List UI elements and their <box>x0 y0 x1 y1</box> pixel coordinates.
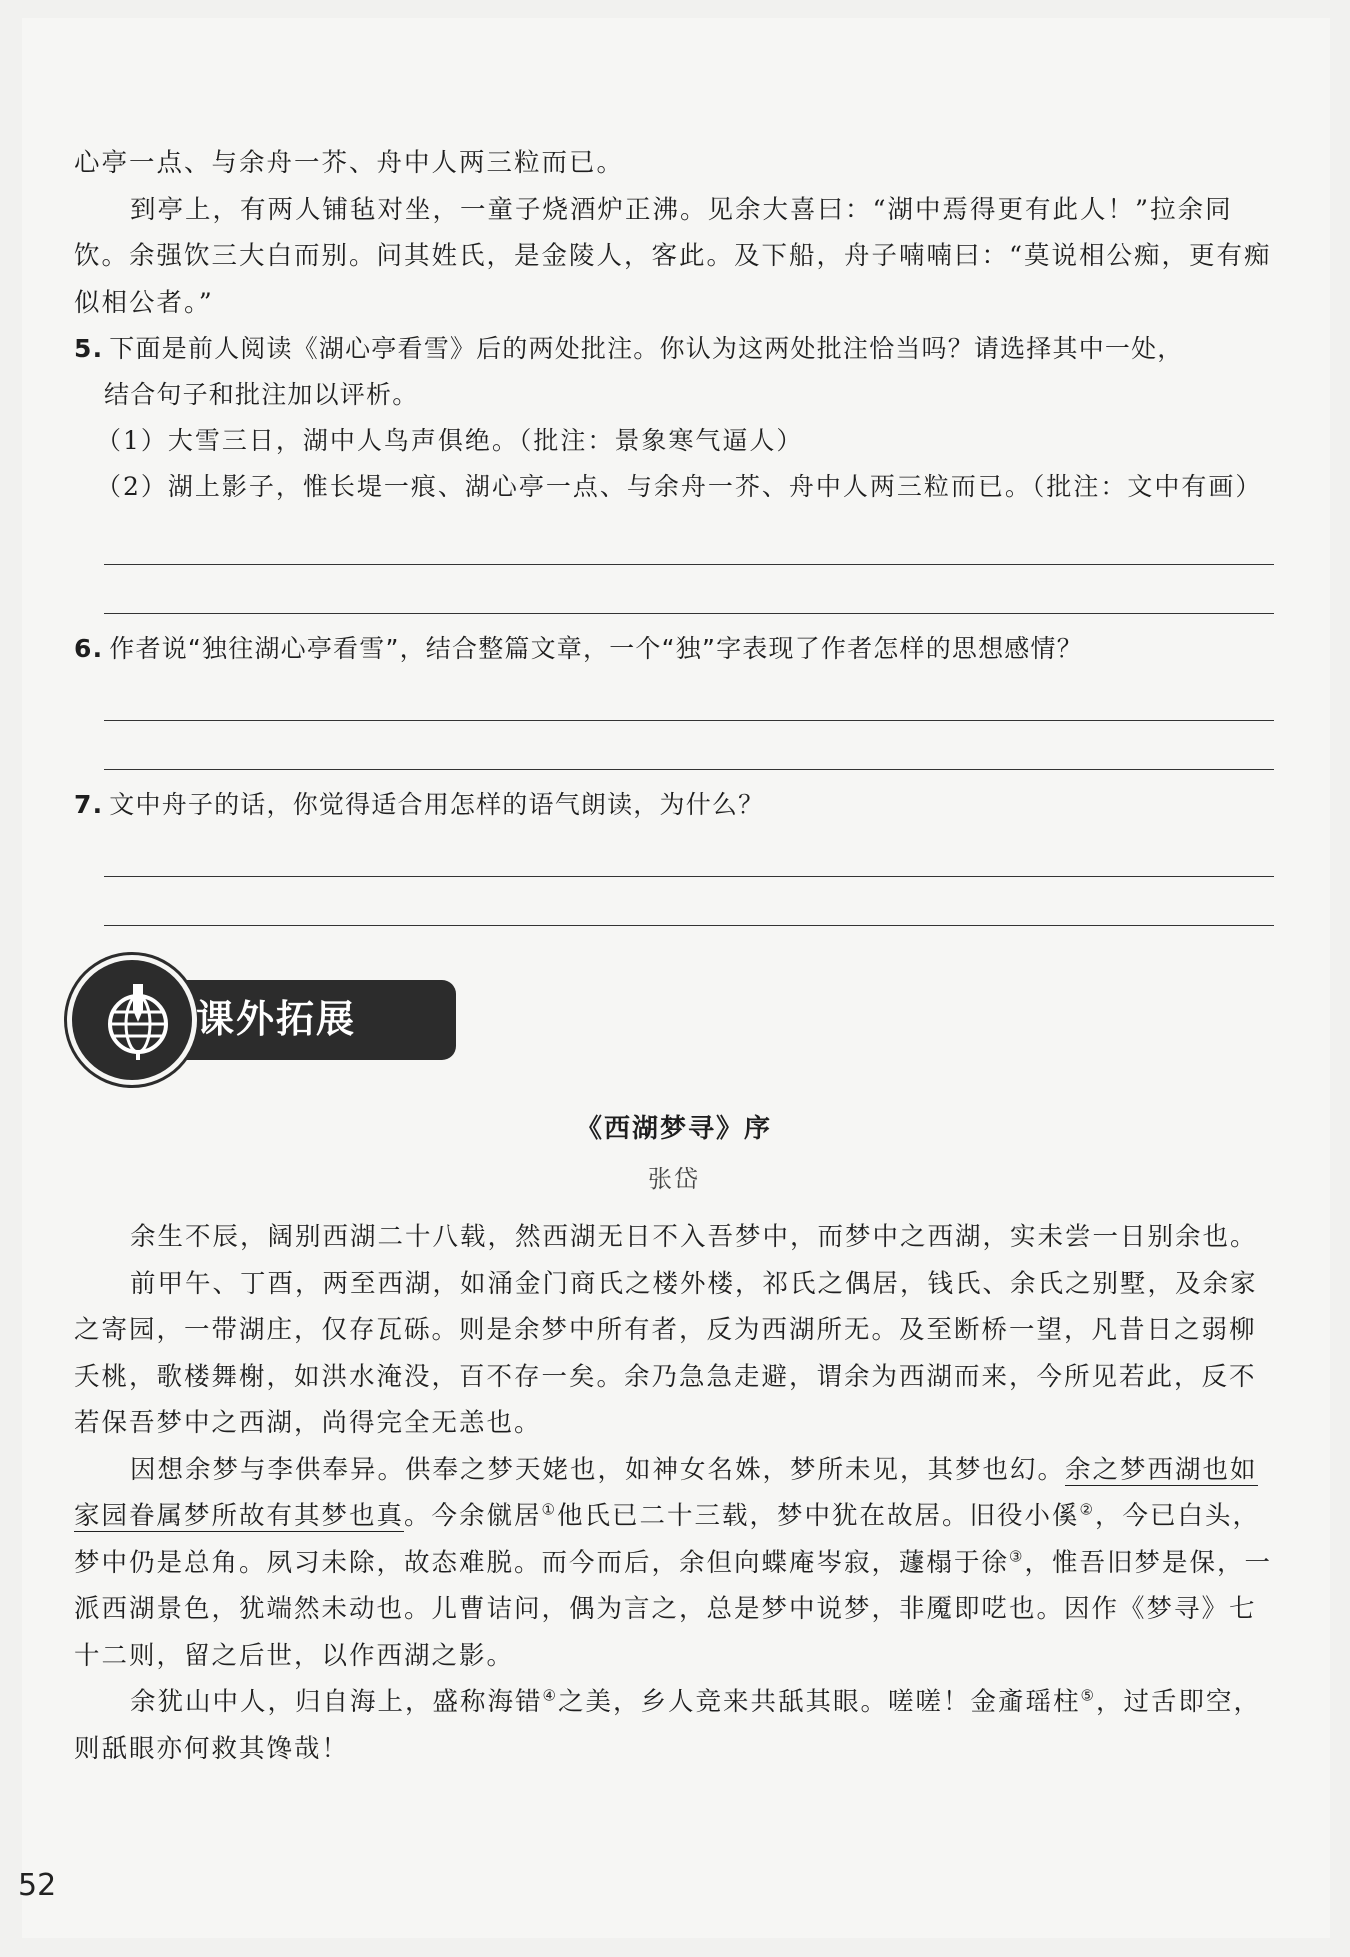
essay-text: 因想余梦与李供奉异。供奉之梦天姥也，如神女名姝，梦所未见，其梦也幻。 <box>130 1454 1066 1485</box>
footnote-marker: ④ <box>542 1686 558 1705</box>
question-6 <box>74 626 1274 672</box>
question-5-option-2: （2）湖上影子，惟长堤一痕、湖心亭一点、与余舟一芥、舟中人两三粒而已。（批注：文中有画） <box>96 472 1263 501</box>
section-badge <box>74 960 1274 1090</box>
section-badge-label: 课外拓展 <box>196 997 357 1041</box>
passage-paragraph: 到亭上，有两人铺毡对坐，一童子烧酒炉正沸。见余大喜曰：“湖中焉得更有此人！”拉余同饮。余强饮三大白而别。问其姓氏，是金陵人，客此。及下船，舟子喃喃曰：“莫说相公痴，更有痴似相公者。” <box>74 194 1272 318</box>
essay-author: 张岱 <box>648 1165 700 1193</box>
question-number: 6. <box>74 634 104 663</box>
footnote-marker: ② <box>1079 1500 1095 1519</box>
page-number: 52 <box>18 1868 57 1903</box>
globe-pen-icon <box>96 978 180 1062</box>
answer-line[interactable] <box>104 877 1274 926</box>
essay-text: 之美，乡人竞来共舐其眼。嗟嗟！金齑瑶柱 <box>557 1687 1081 1717</box>
question-text: 下面是前人阅读《湖心亭看雪》后的两处批注。你认为这两处批注恰当吗？请选择其中一处， <box>109 334 1184 363</box>
question-number: 7. <box>74 790 104 819</box>
passage-line: 心亭一点、与余舟一芥、舟中人两三粒而已。 <box>74 148 625 178</box>
essay-text: ，过舌即空，则舐眼亦何救其馋哉！ <box>74 1687 1261 1764</box>
answer-line[interactable] <box>104 721 1274 770</box>
question-5-continued: 结合句子和批注加以评析。 <box>104 380 419 409</box>
question-text: 作者说“独往湖心亭看雪”，结合整篇文章，一个“独”字表现了作者怎样的思想感情？ <box>109 634 1083 663</box>
essay-text: 余犹山中人，归自海上，盛称海错 <box>130 1687 543 1717</box>
essay-paragraph-1: 余生不辰，阔别西湖二十八载，然西湖无日不入吾梦中，而梦中之西湖，实未尝一日别余也。 <box>130 1222 1258 1252</box>
answer-line[interactable] <box>104 828 1274 877</box>
essay-title: 《西湖梦寻》序 <box>575 1114 772 1144</box>
question-7 <box>74 782 1274 828</box>
essay-paragraph-2: 前甲午、丁酉，两至西湖，如涌金门商氏之楼外楼，祁氏之偶居，钱氏、余氏之别墅，及余家之寄园，一带湖庄，仅存瓦砾。则是余梦中所有者，反为西湖所无。及至断桥一望，凡昔日之弱柳夭桃，歌楼舞榭，如洪水淹没，百不存一矣。余乃急急走避，谓余为西湖而来，今所见若此，反不若保吾梦中之西湖，尚得完全无恙也。 <box>74 1268 1258 1438</box>
essay-paragraph-3 <box>74 1447 1274 1680</box>
answer-line[interactable] <box>104 510 1274 565</box>
essay-text: 他氏已二十三载，梦中犹在故居。旧役小傒 <box>556 1501 1080 1531</box>
question-5 <box>74 326 1274 372</box>
essay-text: ，惟吾旧梦是保，一派西湖景色，犹端然未动也。儿曹诘问，偶为言之，总是梦中说梦，非魇即呓也。因作《梦寻》七十二则，留之后世，以作西湖之影。 <box>74 1547 1272 1671</box>
question-5-option-1: （1）大雪三日，湖中人鸟声俱绝。（批注：景象寒气逼人） <box>96 426 804 455</box>
essay-text: 。今余僦居 <box>404 1501 542 1531</box>
underlined-sentence: 余之梦西湖也如家园眷属梦所故有其梦也真 <box>74 1454 1258 1531</box>
answer-line[interactable] <box>104 565 1274 614</box>
essay-text: ，今已白头，梦中仍是总角。夙习未除，故态难脱。而今而后，余但向蝶庵岑寂，蘧榻于徐 <box>74 1501 1260 1578</box>
footnote-marker: ③ <box>1009 1547 1025 1565</box>
question-text: 文中舟子的话，你觉得适合用怎样的语气朗读，为什么？ <box>109 790 765 819</box>
essay-paragraph-4 <box>74 1679 1274 1772</box>
answer-line[interactable] <box>104 672 1274 721</box>
page-content <box>74 140 1274 1772</box>
footnote-marker: ⑤ <box>1080 1686 1096 1705</box>
question-number: 5. <box>74 334 104 363</box>
footnote-marker: ① <box>541 1500 557 1519</box>
